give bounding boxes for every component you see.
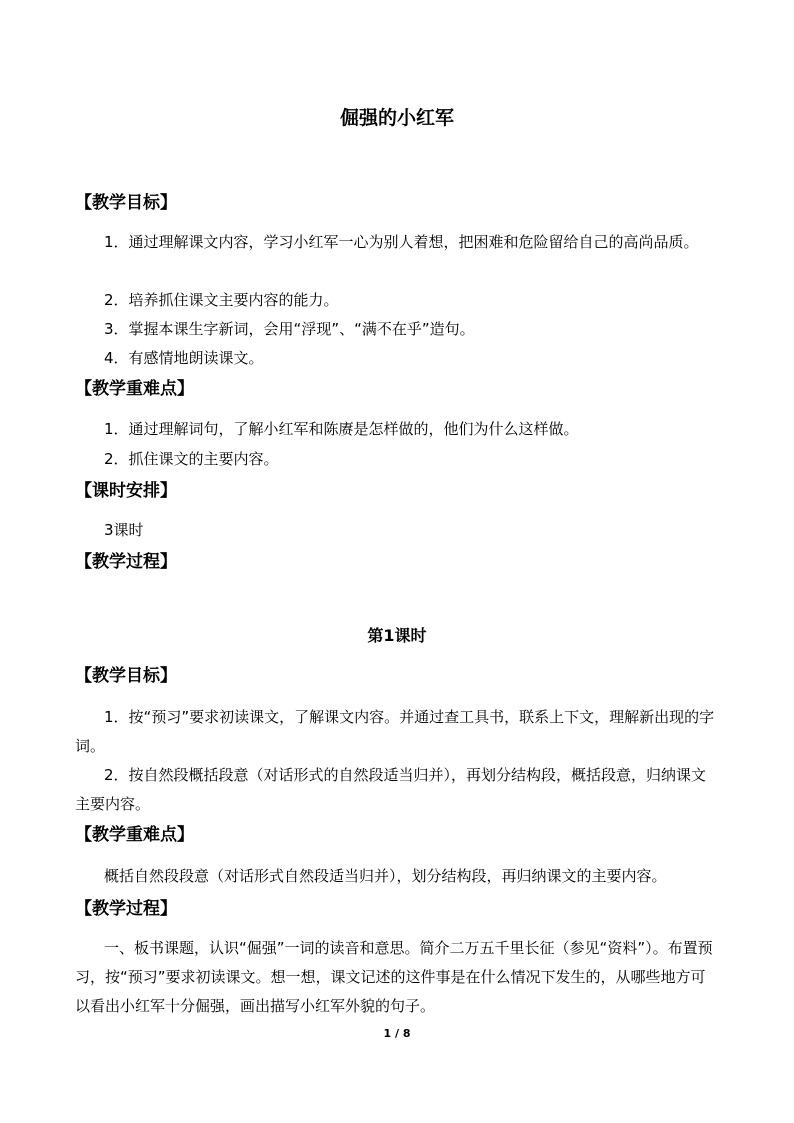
lesson-heading-process: 【教学过程】 — [75, 899, 177, 919]
section-heading-difficulties: 【教学重难点】 — [75, 379, 194, 399]
objective-item-1: 1．通过理解课文内容，学习小红军一心为别人着想，把困难和危险留给自己的高尚品质。 — [104, 233, 699, 251]
lesson-title: 第1课时 — [367, 626, 427, 645]
section-heading-schedule: 【课时安排】 — [75, 481, 177, 501]
difficulty-item-1: 1．通过理解词句，了解小红军和陈赓是怎样做的，他们为什么这样做。 — [104, 420, 579, 438]
page-number: 1 / 8 — [383, 1027, 411, 1040]
objective-item-3: 3．掌握本课生字新词，会用“浮现”、“满不在乎”造句。 — [104, 320, 475, 338]
section-heading-objectives: 【教学目标】 — [75, 193, 177, 213]
objective-item-2: 2．培养抓住课文主要内容的能力。 — [104, 291, 339, 309]
document-title: 倔强的小红军 — [339, 107, 454, 129]
section-heading-process: 【教学过程】 — [75, 552, 177, 572]
lesson-objective-2: 2．按自然段概括段意（对话形式的自然段适当归并），再划分结构段，概括段意，归纳课文主要内容。 — [75, 766, 707, 813]
lesson-difficulty-text: 概括自然段段意（对话形式自然段适当归并），划分结构段，再归纳课文的主要内容。 — [104, 867, 667, 885]
objective-item-4: 4．有感情地朗读课文。 — [104, 349, 264, 367]
lesson-process-text: 一、板书课题，认识“倔强”一词的读音和意思。简介二万五千里长征（参见“资料”）。布置预习，按“预习”要求初读课文。想一想，课文记述的这件事是在什么情况下发生的，从哪些地方可以看出小红军十分倔强，画出描写小红军外貌的句子。 — [75, 939, 713, 1015]
lesson-objective-1: 1．按“预习”要求初读课文，了解课文内容。并通过查工具书，联系上下文，理解新出现的字词。 — [75, 708, 715, 755]
lesson-heading-difficulties: 【教学重难点】 — [75, 825, 194, 845]
schedule-text: 3课时 — [104, 521, 144, 539]
difficulty-item-2: 2．抓住课文的主要内容。 — [104, 450, 279, 468]
lesson-heading-objectives: 【教学目标】 — [75, 666, 177, 686]
